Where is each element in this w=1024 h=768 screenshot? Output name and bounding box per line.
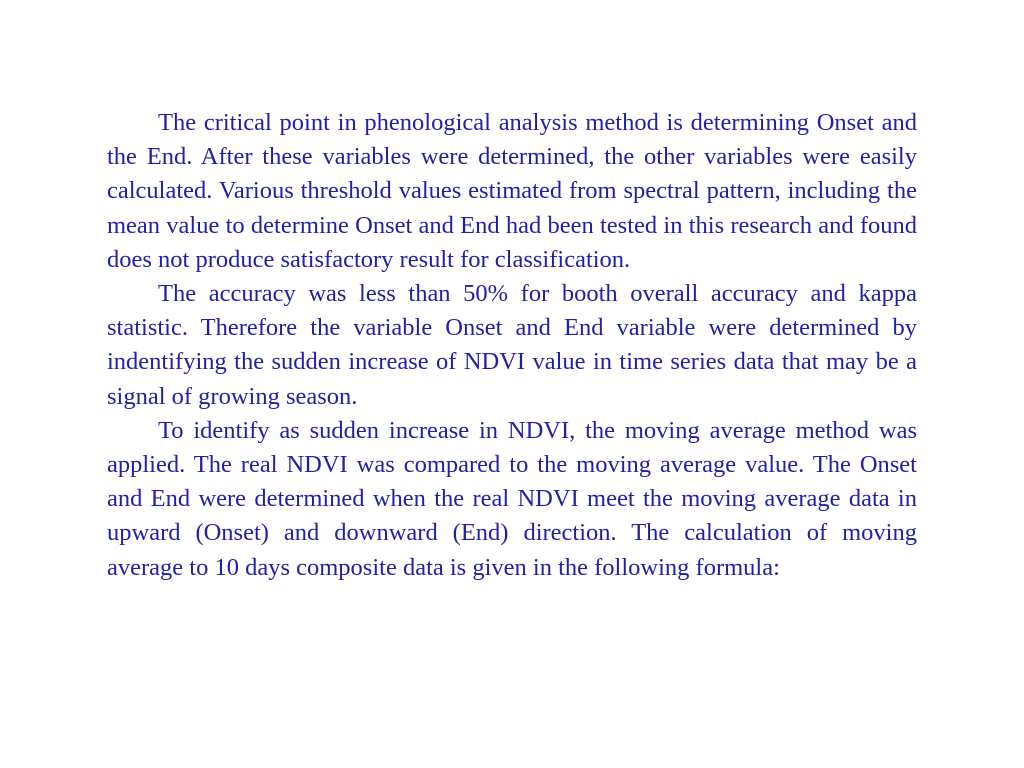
text-body xyxy=(107,106,917,585)
paragraph-onset-end-determination: The critical point in phenological analysis method is determining Onset and the End. After these variables were determined, the other variables were easily calculated. Various threshold values estimated from spectral pattern, including the mean value to determine Onset and End had been tested in this research and found does not produce satisfactory result for classification. xyxy=(107,109,917,273)
paragraph-accuracy-result: The accuracy was less than 50% for booth overall accuracy and kappa statistic. Therefore the variable Onset and End variable were determined by indentifying the sudden increase of NDVI value in time series data that may be a signal of growing season. xyxy=(107,280,917,410)
paragraph-moving-average-method: To identify as sudden increase in NDVI, the moving average method was applied. The real NDVI was compared to the moving average value. The Onset and End were determined when the real NDVI meet the moving average data in upward (Onset) and downward (End) direction. The calculation of moving average to 10 days composite data is given in the following formula: xyxy=(107,416,917,581)
